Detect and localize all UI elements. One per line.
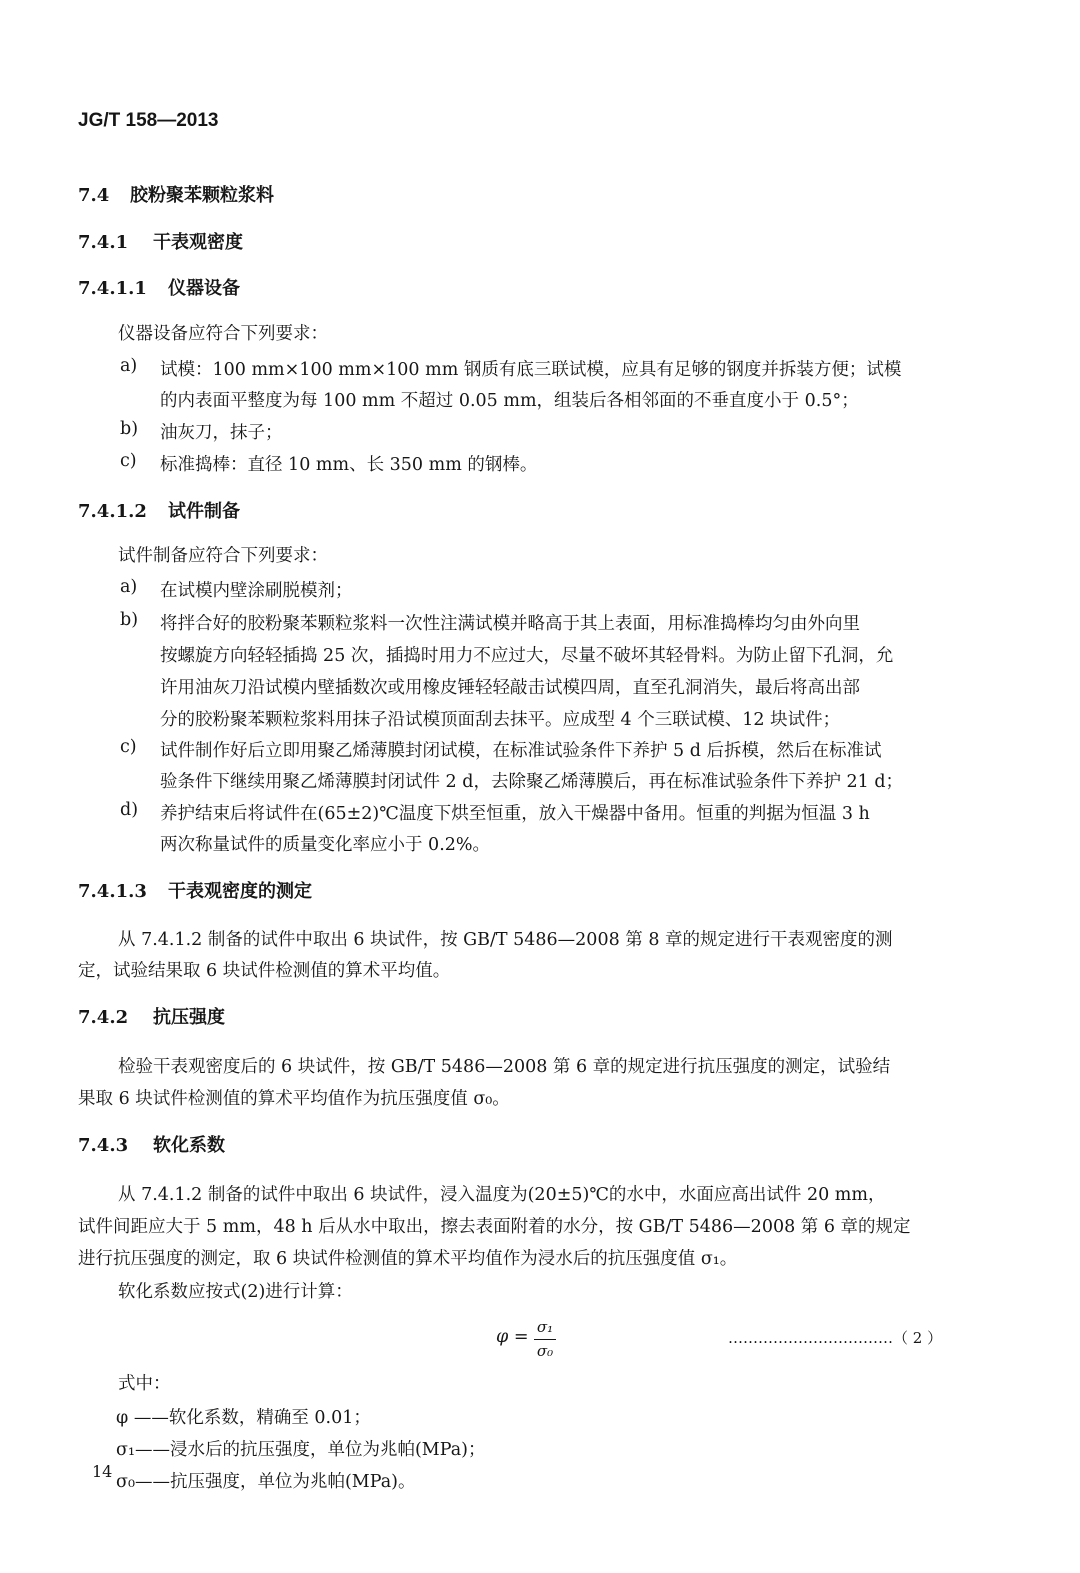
section-7-4-1-3-heading bbox=[78, 877, 312, 903]
list-item-mark: d) bbox=[120, 800, 139, 820]
list-item-line: 验条件下继续用聚乙烯薄膜封闭试件 2 d，去除聚乙烯薄膜后，再在标准试验条件下养护 21 d； bbox=[160, 772, 904, 792]
list-item-line: 将拌合好的胶粉聚苯颗粒浆料一次性注满试模并略高于其上表面，用标准捣棒均匀由外向里 bbox=[160, 614, 860, 634]
paragraph-line: 进行抗压强度的测定，取 6 块试件检测值的算术平均值作为浸水后的抗压强度值 σ₁。 bbox=[78, 1249, 738, 1269]
section-7-4-heading bbox=[78, 181, 274, 207]
list-item-line: 试模：100 mm×100 mm×100 mm 钢质有底三联试模，应具有足够的钢度并拆装方便；试模 bbox=[160, 360, 902, 380]
section-title: 抗压强度 bbox=[153, 1007, 225, 1028]
where-label: 式中： bbox=[118, 1374, 171, 1394]
definition-line: σ₁——浸水后的抗压强度，单位为兆帕(MPa)； bbox=[116, 1440, 486, 1460]
list-item-line: 的内表面平整度为每 100 mm 不超过 0.05 mm，组装后各相邻面的不垂直度小于 0.5°； bbox=[160, 391, 859, 411]
section-number: 7.4.3 bbox=[78, 1135, 129, 1156]
definition-line: φ ——软化系数，精确至 0.01； bbox=[116, 1408, 371, 1428]
list-item-mark: a) bbox=[120, 577, 138, 597]
list-item-line: 分的胶粉聚苯颗粒浆料用抹子沿试模顶面刮去抹平。应成型 4 个三联试模、12 块试件； bbox=[160, 710, 841, 730]
paragraph-line: 试件间距应大于 5 mm，48 h 后从水中取出，擦去表面附着的水分，按 GB/T 5486—2008 第 6 章的规定 bbox=[78, 1217, 911, 1237]
paragraph-line: 从 7.4.1.2 制备的试件中取出 6 块试件，浸入温度为(20±5)℃的水中，水面应高出试件 20 mm， bbox=[118, 1185, 886, 1205]
fraction-bar bbox=[534, 1339, 556, 1340]
list-item-line: 在试模内壁涂刷脱模剂； bbox=[160, 581, 353, 601]
definition-line: σ₀——抗压强度，单位为兆帕(MPa)。 bbox=[116, 1472, 416, 1492]
section-title: 干表观密度的测定 bbox=[168, 881, 312, 902]
section-title: 干表观密度 bbox=[153, 232, 243, 253]
page-number: 14 bbox=[92, 1462, 113, 1481]
list-item-line: 养护结束后将试件在(65±2)℃温度下烘至恒重，放入干燥器中备用。恒重的判据为恒温 3 h bbox=[160, 804, 870, 824]
standard-code: JG/T 158—2013 bbox=[78, 110, 219, 131]
section-title: 试件制备 bbox=[168, 501, 240, 522]
section-title: 仪器设备 bbox=[168, 278, 240, 299]
formula-denominator: σ₀ bbox=[536, 1342, 554, 1360]
list-item-line: 按螺旋方向轻轻插捣 25 次，插捣时用力不应过大，尽量不破坏其轻骨料。为防止留下孔洞，允 bbox=[160, 646, 894, 666]
formula-number: ……………………………（ 2 ） bbox=[728, 1329, 943, 1347]
paragraph-line: 定，试验结果取 6 块试件检测值的算术平均值。 bbox=[78, 961, 451, 981]
paragraph-line: 从 7.4.1.2 制备的试件中取出 6 块试件，按 GB/T 5486—2008 第 8 章的规定进行干表观密度的测 bbox=[118, 930, 893, 950]
section-7-4-1-1-heading bbox=[78, 274, 240, 300]
list-item-mark: a) bbox=[120, 356, 138, 376]
list-item-line: 标准捣棒：直径 10 mm、长 350 mm 的钢棒。 bbox=[160, 455, 538, 475]
section-7-4-2-heading bbox=[78, 1003, 225, 1029]
list-item-line: 油灰刀，抹子； bbox=[160, 423, 283, 443]
list-item-mark: c) bbox=[120, 451, 137, 471]
list-item-mark: b) bbox=[120, 419, 139, 439]
section-number: 7.4 bbox=[78, 185, 110, 206]
list-item-line: 许用油灰刀沿试模内壁插数次或用橡皮锤轻轻敲击试模四周，直至孔洞消失，最后将高出部 bbox=[160, 678, 860, 698]
specimen-intro: 试件制备应符合下列要求： bbox=[118, 546, 328, 566]
section-number: 7.4.1.3 bbox=[78, 881, 147, 902]
list-item-mark: c) bbox=[120, 737, 137, 757]
section-7-4-1-heading bbox=[78, 228, 243, 254]
list-item-line: 试件制作好后立即用聚乙烯薄膜封闭试模，在标准试验条件下养护 5 d 后拆模，然后在标准试 bbox=[160, 741, 882, 761]
section-7-4-3-heading bbox=[78, 1131, 225, 1157]
list-item-mark: b) bbox=[120, 610, 139, 630]
section-7-4-1-2-heading bbox=[78, 497, 240, 523]
paragraph-line: 果取 6 块试件检测值的算术平均值作为抗压强度值 σ₀。 bbox=[78, 1089, 510, 1109]
formula-numerator: σ₁ bbox=[536, 1318, 554, 1336]
section-number: 7.4.1.1 bbox=[78, 278, 147, 299]
equipment-intro: 仪器设备应符合下列要求： bbox=[118, 324, 328, 344]
section-number: 7.4.2 bbox=[78, 1007, 129, 1028]
list-item-line: 两次称量试件的质量变化率应小于 0.2%。 bbox=[160, 835, 491, 855]
formula-lhs: φ = bbox=[496, 1327, 529, 1347]
section-number: 7.4.1.2 bbox=[78, 501, 147, 522]
section-title: 胶粉聚苯颗粒浆料 bbox=[130, 185, 274, 206]
section-number: 7.4.1 bbox=[78, 232, 129, 253]
paragraph-line: 检验干表观密度后的 6 块试件，按 GB/T 5486—2008 第 6 章的规定进行抗压强度的测定，试验结 bbox=[118, 1057, 891, 1077]
calc-intro: 软化系数应按式(2)进行计算： bbox=[118, 1282, 353, 1302]
section-title: 软化系数 bbox=[153, 1135, 225, 1156]
